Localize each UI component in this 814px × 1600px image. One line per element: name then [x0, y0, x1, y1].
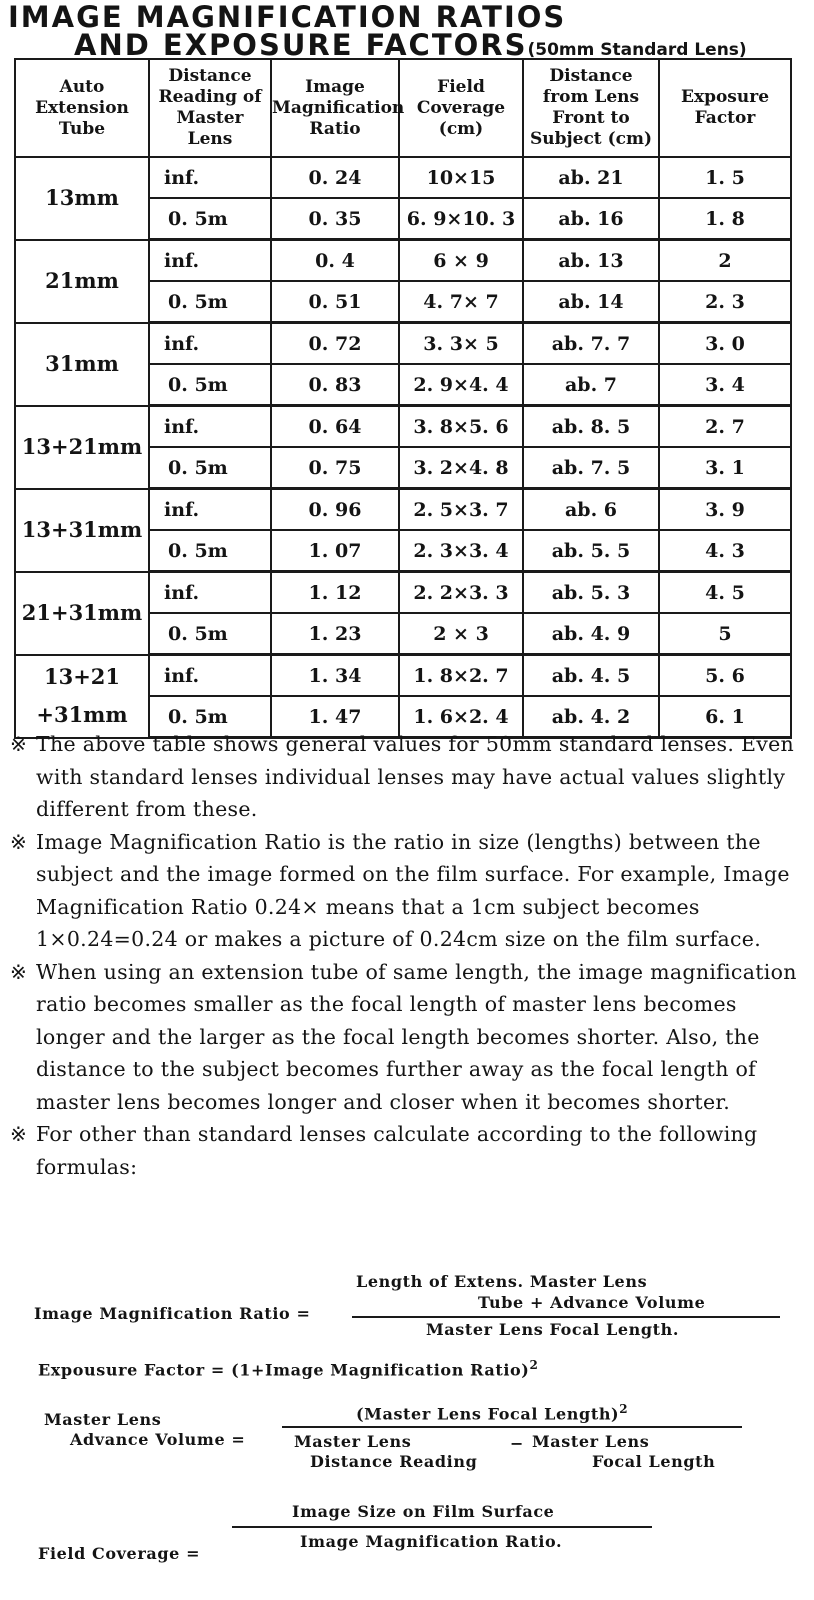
- table-row: [15, 240, 791, 282]
- magnification-ratio-cell: 0. 96: [271, 489, 399, 531]
- formula-magnification-label: Image Magnification Ratio =: [34, 1304, 311, 1323]
- reference-mark-icon: ※: [10, 829, 28, 854]
- subject-distance-cell: ab. 7. 5: [523, 447, 659, 489]
- field-coverage-cell: 3. 3× 5: [399, 323, 523, 365]
- field-coverage-cell: 3. 2×4. 8: [399, 447, 523, 489]
- extension-tube-label: 13+31mm: [21, 517, 143, 542]
- exposure-factor-cell: 3. 4: [659, 364, 791, 406]
- magnification-ratio-cell: 0. 64: [271, 406, 399, 448]
- field-coverage-cell: 6. 9×10. 3: [399, 198, 523, 240]
- field-coverage-cell: 2. 2×3. 3: [399, 572, 523, 614]
- formula-magnification-numerator-2: Tube + Advance Volume: [478, 1293, 706, 1312]
- table-header: [15, 59, 791, 157]
- formula-advance-numerator: [356, 1402, 628, 1423]
- fraction-bar: [282, 1426, 742, 1428]
- magnification-ratio-cell: 0. 72: [271, 323, 399, 365]
- subject-distance-cell: ab. 13: [523, 240, 659, 282]
- exposure-factor-cell: 6. 1: [659, 696, 791, 738]
- field-coverage-cell: 1. 8×2. 7: [399, 655, 523, 697]
- magnification-ratio-cell: 0. 83: [271, 364, 399, 406]
- field-coverage-cell: 4. 7× 7: [399, 281, 523, 323]
- table-body: [15, 157, 791, 738]
- extension-tube-label: 13+21mm: [21, 434, 143, 459]
- exposure-factor-cell: 3. 0: [659, 323, 791, 365]
- note-item: [10, 956, 798, 1119]
- distance-reading-cell: inf.: [149, 240, 271, 282]
- subject-distance-cell: ab. 4. 9: [523, 613, 659, 655]
- magnification-ratio-cell: 1. 12: [271, 572, 399, 614]
- column-header-line: Tube: [58, 118, 106, 139]
- field-coverage-cell: 2. 5×3. 7: [399, 489, 523, 531]
- distance-reading-cell: 0. 5m: [149, 696, 271, 738]
- subject-distance-cell: ab. 8. 5: [523, 406, 659, 448]
- note-item: [10, 826, 798, 956]
- magnification-ratio-cell: 0. 24: [271, 157, 399, 198]
- field-coverage-cell: 2 × 3: [399, 613, 523, 655]
- magnification-ratio-cell: 0. 75: [271, 447, 399, 489]
- subject-distance-cell: ab. 5. 5: [523, 530, 659, 572]
- magnification-ratio-cell: 1. 23: [271, 613, 399, 655]
- distance-reading-cell: 0. 5m: [149, 198, 271, 240]
- magnification-table: [14, 58, 792, 739]
- formula-magnification: [0, 1262, 814, 1352]
- formula-exposure: [0, 1354, 814, 1384]
- formula-field-denominator: Image Magnification Ratio.: [300, 1532, 563, 1551]
- distance-reading-cell: inf.: [149, 323, 271, 365]
- formula-exposure-body: Expousure Factor = (1+Image Magnification Ratio): [38, 1360, 530, 1380]
- formula-advance-volume: [0, 1394, 814, 1484]
- subject-distance-cell: ab. 7: [523, 364, 659, 406]
- column-header-line: from Lens: [542, 87, 640, 107]
- column-header: [149, 59, 271, 157]
- formula-advance-numerator-sup: 2: [619, 1402, 629, 1416]
- column-header-line: Auto: [59, 76, 105, 97]
- formula-field-coverage: [0, 1496, 814, 1586]
- column-header-line: Image: [305, 76, 365, 97]
- magnification-ratio-cell: 1. 07: [271, 530, 399, 572]
- formula-advance-label-1: Master Lens: [44, 1410, 162, 1429]
- table-row: [15, 406, 791, 448]
- column-header-line: Master: [176, 108, 244, 128]
- fraction-bar: [352, 1316, 780, 1318]
- exposure-factor-cell: 1. 8: [659, 198, 791, 240]
- reference-mark-icon: ※: [10, 732, 28, 756]
- table-row: [15, 489, 791, 531]
- extension-tube-cell: [15, 406, 149, 489]
- exposure-factor-cell: 2. 7: [659, 406, 791, 448]
- subject-distance-cell: ab. 4. 5: [523, 655, 659, 697]
- extension-tube-label: +31mm: [36, 702, 128, 727]
- note-text: The above table shows general values for 50mm standard lenses. Even with standard lenses individual lenses may have actual values slightly different from these.: [36, 732, 795, 821]
- formula-magnification-numerator-1: Length of Extens. Master Lens: [356, 1272, 648, 1291]
- magnification-ratio-cell: 0. 51: [271, 281, 399, 323]
- subject-distance-cell: ab. 14: [523, 281, 659, 323]
- reference-mark-icon: ※: [10, 959, 28, 984]
- exposure-factor-cell: 5: [659, 613, 791, 655]
- extension-tube-cell: [15, 240, 149, 323]
- note-text: Image Magnification Ratio is the ratio in size (lengths) between the subject and the image formed on the film surface. For example, Image Magnification Ratio 0.24× means that a 1cm subject becomes 1×0.24=0.24 or makes a picture of 0.24cm size on the film surface.: [36, 829, 790, 951]
- field-coverage-cell: 6 × 9: [399, 240, 523, 282]
- extension-tube-cell: [15, 655, 149, 738]
- extension-tube-label: 13mm: [45, 185, 119, 211]
- column-header-line: Coverage: [416, 97, 506, 118]
- formula-advance-den-b1: Master Lens: [532, 1432, 650, 1451]
- column-header-line: Ratio: [309, 118, 361, 139]
- column-header: [659, 59, 791, 157]
- reference-mark-icon: ※: [10, 1122, 28, 1146]
- title-line-2-suffix: (50mm Standard Lens): [527, 40, 747, 60]
- column-header-line: Field: [437, 76, 485, 97]
- formula-magnification-denominator: Master Lens Focal Length.: [426, 1320, 680, 1339]
- column-header-line: (cm): [438, 118, 484, 139]
- column-header-line: Distance: [549, 66, 633, 86]
- note-item: [10, 1118, 798, 1183]
- note-item: [10, 728, 798, 826]
- exposure-factor-cell: 1. 5: [659, 157, 791, 198]
- field-coverage-cell: 3. 8×5. 6: [399, 406, 523, 448]
- formula-field-numerator: Image Size on Film Surface: [292, 1502, 555, 1521]
- column-header-line: Subject (cm): [529, 129, 653, 149]
- distance-reading-cell: 0. 5m: [149, 281, 271, 323]
- magnification-ratio-cell: 1. 47: [271, 696, 399, 738]
- notes: [10, 728, 798, 1183]
- distance-reading-cell: inf.: [149, 572, 271, 614]
- subject-distance-cell: ab. 16: [523, 198, 659, 240]
- note-text: When using an extension tube of same length, the image magnification ratio becomes smaller as the focal length of master lens becomes longer and the larger as the focal length becomes shorter. Also, the distance to the subject becomes further away as the focal length of master lens becomes longer and closer when it becomes shorter.: [36, 959, 797, 1114]
- column-header-line: Distance: [168, 66, 252, 86]
- extension-tube-cell: [15, 157, 149, 240]
- formula-advance-label-2: Advance Volume =: [70, 1430, 246, 1449]
- header-row: [15, 59, 791, 157]
- column-header-line: Lens: [187, 129, 233, 149]
- extension-tube-cell: [15, 489, 149, 572]
- magnification-ratio-cell: 1. 34: [271, 655, 399, 697]
- field-coverage-cell: 1. 6×2. 4: [399, 696, 523, 738]
- column-header-line: Front to: [552, 108, 630, 128]
- title-line-1: IMAGE MAGNIFICATION RATIOS: [8, 0, 567, 34]
- note-text: For other than standard lenses calculate according to the following formulas:: [36, 1122, 758, 1179]
- column-header-line: Magnification: [272, 97, 405, 118]
- field-coverage-cell: 10×15: [399, 157, 523, 198]
- column-header-line: Extension: [35, 97, 129, 118]
- field-coverage-cell: 2. 9×4. 4: [399, 364, 523, 406]
- distance-reading-cell: inf.: [149, 655, 271, 697]
- distance-reading-cell: 0. 5m: [149, 447, 271, 489]
- formula-advance-den-b2: Focal Length: [592, 1452, 716, 1471]
- subject-distance-cell: ab. 6: [523, 489, 659, 531]
- exposure-factor-cell: 3. 9: [659, 489, 791, 531]
- formula-advance-den-a1: Master Lens: [294, 1432, 412, 1451]
- magnification-ratio-cell: 0. 4: [271, 240, 399, 282]
- formula-advance-den-a2: Distance Reading: [310, 1452, 478, 1471]
- extension-tube-label: 13+21: [43, 664, 121, 689]
- column-header: [15, 59, 149, 157]
- distance-reading-cell: inf.: [149, 157, 271, 198]
- exposure-factor-cell: 5. 6: [659, 655, 791, 697]
- formula-exposure-sup: 2: [529, 1358, 539, 1372]
- magnification-ratio-cell: 0. 35: [271, 198, 399, 240]
- exposure-factor-cell: 4. 3: [659, 530, 791, 572]
- formula-advance-minus: −: [510, 1434, 525, 1453]
- distance-reading-cell: 0. 5m: [149, 364, 271, 406]
- distance-reading-cell: inf.: [149, 489, 271, 531]
- title-line-2-main: AND EXPOSURE FACTORS: [74, 28, 528, 62]
- column-header-line: Reading of: [158, 87, 262, 107]
- subject-distance-cell: ab. 5. 3: [523, 572, 659, 614]
- column-header: [271, 59, 405, 157]
- subject-distance-cell: ab. 4. 2: [523, 696, 659, 738]
- column-header: [399, 59, 523, 157]
- exposure-factor-cell: 2. 3: [659, 281, 791, 323]
- field-coverage-cell: 2. 3×3. 4: [399, 530, 523, 572]
- exposure-factor-cell: 2: [659, 240, 791, 282]
- distance-reading-cell: 0. 5m: [149, 613, 271, 655]
- formula-advance-numerator-body: (Master Lens Focal Length): [356, 1404, 620, 1424]
- extension-tube-cell: [15, 323, 149, 406]
- column-header-line: Exposure: [680, 87, 770, 107]
- column-header: [523, 59, 659, 157]
- extension-tube-label: 21mm: [45, 268, 119, 293]
- exposure-factor-cell: 3. 1: [659, 447, 791, 489]
- table-row: [15, 572, 791, 614]
- formula-field-label: Field Coverage =: [38, 1544, 201, 1563]
- column-header-line: Factor: [694, 108, 756, 128]
- subject-distance-cell: ab. 21: [523, 157, 659, 198]
- exposure-factor-cell: 4. 5: [659, 572, 791, 614]
- extension-tube-label: 21+31mm: [21, 600, 143, 625]
- distance-reading-cell: inf.: [149, 406, 271, 448]
- fraction-bar: [232, 1526, 652, 1528]
- subject-distance-cell: ab. 7. 7: [523, 323, 659, 365]
- formula-exposure-text: [38, 1358, 538, 1379]
- extension-tube-label: 31mm: [45, 351, 119, 376]
- table-row: [15, 323, 791, 365]
- table-row: [15, 157, 791, 198]
- table-row: [15, 655, 791, 697]
- extension-tube-cell: [15, 572, 149, 655]
- distance-reading-cell: 0. 5m: [149, 530, 271, 572]
